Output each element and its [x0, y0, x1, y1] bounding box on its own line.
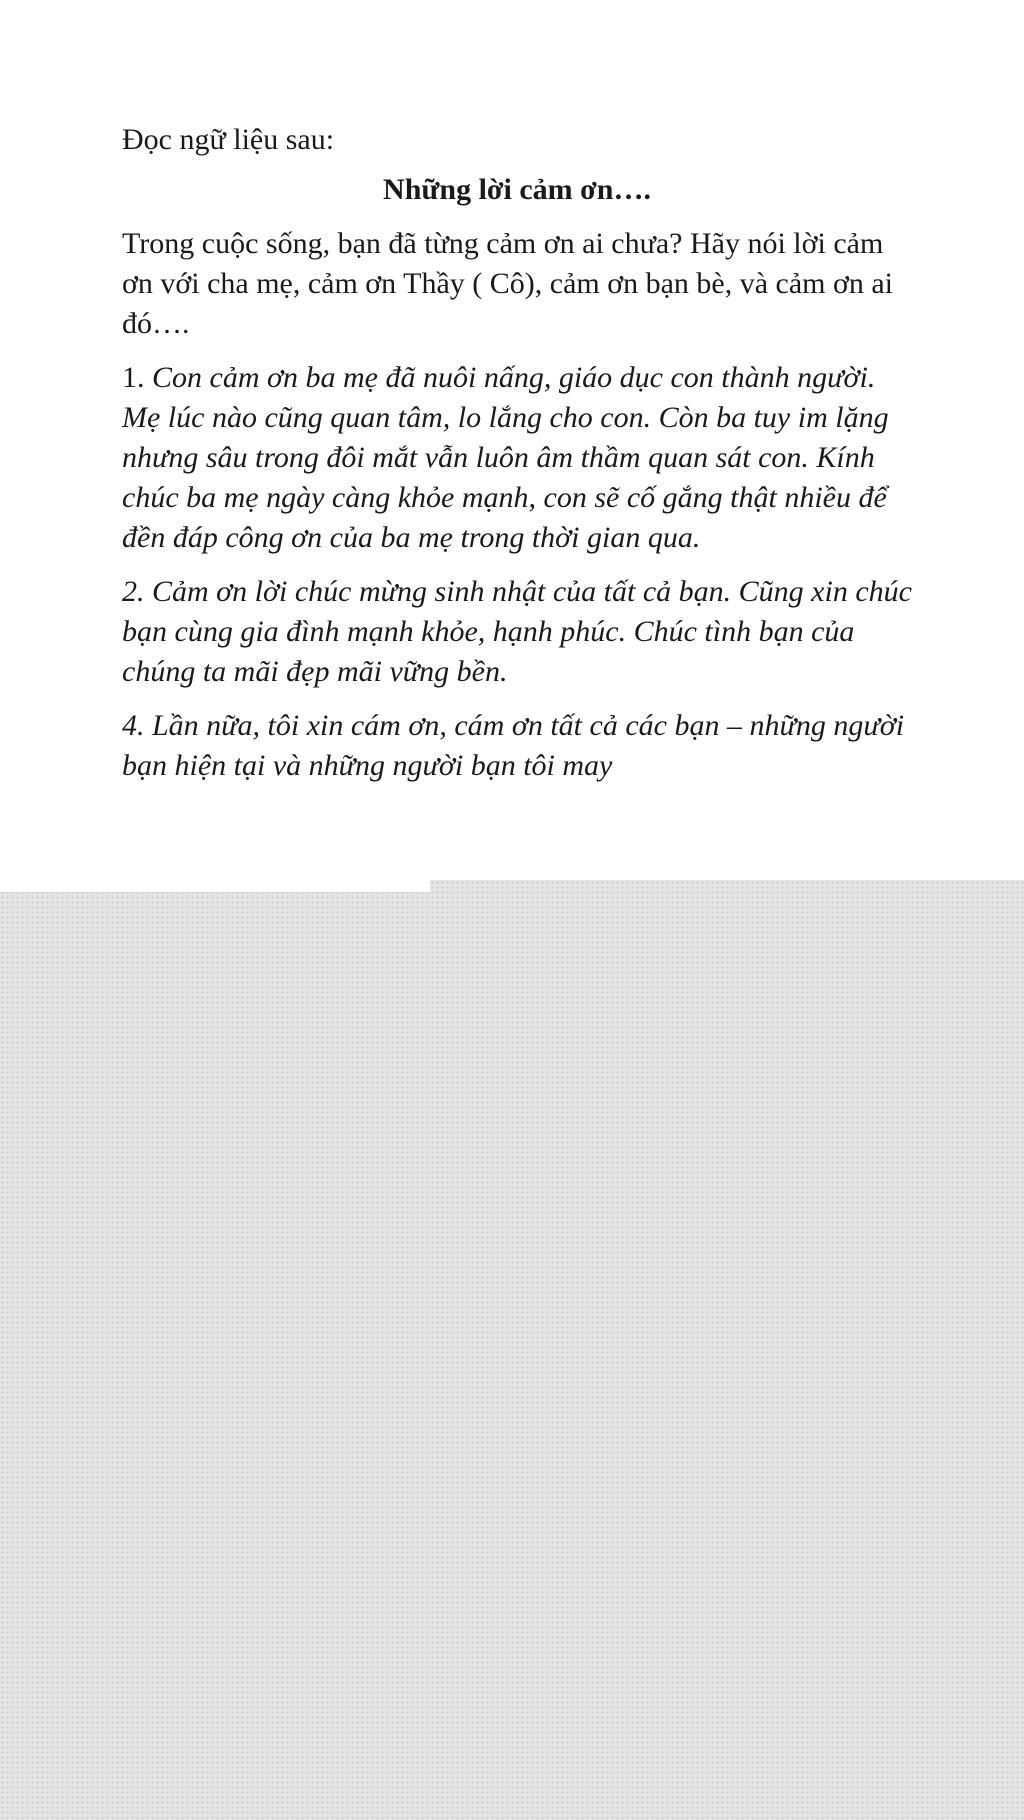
- blank-placeholder-area: [0, 880, 1024, 1820]
- paragraph-text: Con cảm ơn ba mẹ đã nuôi nấng, giáo dục con thành người. Mẹ lúc nào cũng quan tâm, lo lắng cho con. Còn ba tuy im lặng nhưng sâu trong đôi mắt vẫn luôn âm thầm quan sát con. Kính chúc ba mẹ ngày càng khỏe mạnh, con sẽ cố gắng thật nhiều để đền đáp công ơn của ba mẹ trong thời gian qua.: [122, 361, 889, 554]
- document-page: [0, 0, 1024, 880]
- paragraph-number: 1.: [122, 361, 152, 394]
- paragraph-text: Trong cuộc sống, bạn đã từng cảm ơn ai chưa? Hãy nói lời cảm ơn với cha mẹ, cảm ơn Thầy ( Cô), cảm ơn bạn bè, và cảm ơn ai đó….: [122, 227, 894, 340]
- paragraph-1: [122, 358, 912, 558]
- paragraph-text: 2. Cảm ơn lời chúc mừng sinh nhật của tất cả bạn. Cũng xin chúc bạn cùng gia đình mạnh khỏe, hạnh phúc. Chúc tình bạn của chúng ta mãi đẹp mãi vững bền.: [122, 575, 912, 688]
- document-title: Những lời cảm ơn….: [383, 173, 651, 206]
- intro-label: Đọc ngữ liệu sau:: [122, 123, 335, 156]
- document-body: [122, 120, 912, 800]
- paragraph-intro: [122, 224, 912, 344]
- paragraph-text: 4. Lần nữa, tôi xin cám ơn, cám ơn tất cả các bạn – những người bạn hiện tại và những người bạn tôi may: [122, 709, 905, 782]
- paragraph-2: [122, 572, 912, 692]
- page-edge-strip: [0, 880, 430, 892]
- paragraph-4: [122, 706, 912, 786]
